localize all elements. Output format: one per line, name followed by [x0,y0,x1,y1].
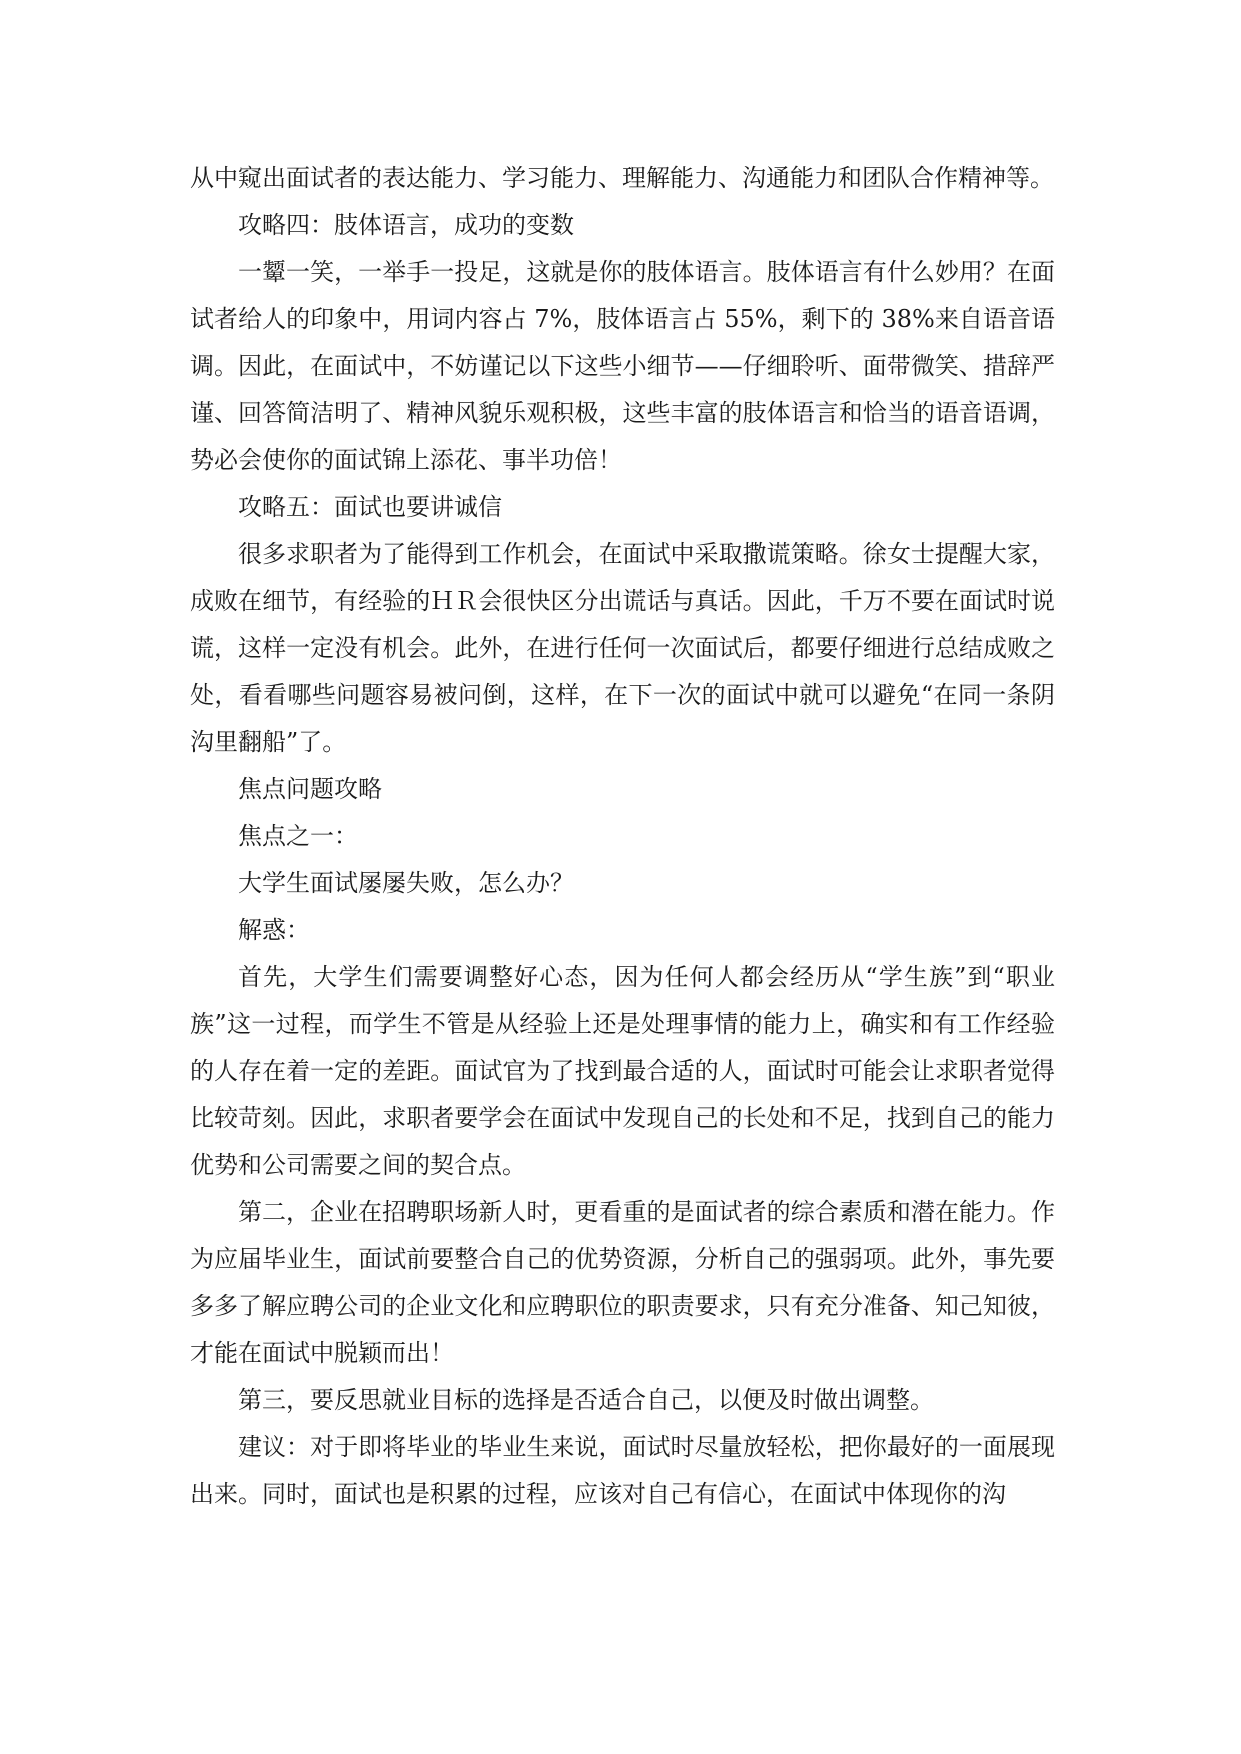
paragraph-second-point: 第二，企业在招聘职场新人时，更看重的是面试者的综合素质和潜在能力。作为应届毕业生，面试前要整合自己的优势资源，分析自己的强弱项。此外，事先要多多了解应聘公司的企业文化和应聘职位的职责要求，只有充分准备、知己知彼，才能在面试中脱颖而出！ [190,1198,1055,1367]
section-heading-focus-questions: 焦点问题攻略 [238,775,382,803]
section-heading-strategy-4: 攻略四：肢体语言，成功的变数 [238,211,574,239]
paragraph-continuation: 从中窥出面试者的表达能力、学习能力、理解能力、沟通能力和团队合作精神等。 [190,164,1054,192]
paragraph-third-point: 第三，要反思就业目标的选择是否适合自己，以便及时做出调整。 [238,1386,934,1414]
paragraph-body-language: 一颦一笑，一举手一投足，这就是你的肢体语言。肢体语言有什么妙用？在面试者给人的印象中，用词内容占 7%，肢体语言占 55%，剩下的 38%来自语音语调。因此，在面试中，不妨谨记以下这些小细节——仔细聆听、面带微笑、措辞严谨、回答简洁明了、精神风貌乐观积极，这些丰富的肢体语言和恰当的语音语调，势必会使你的面试锦上添花、事半功倍！ [190,258,1055,474]
paragraph-first-point: 首先，大学生们需要调整好心态，因为任何人都会经历从“学生族”到“职业族”这一过程，而学生不管是从经验上还是处理事情的能力上，确实和有工作经验的人存在着一定的差距。面试官为了找到最合适的人，面试时可能会让求职者觉得比较苛刻。因此，求职者要学会在面试中发现自己的长处和不足，找到自己的能力优势和公司需要之间的契合点。 [190,963,1055,1179]
paragraph-suggestion: 建议：对于即将毕业的毕业生来说，面试时尽量放轻松，把你最好的一面展现出来。同时，面试也是积累的过程，应该对自己有信心，在面试中体现你的沟 [190,1433,1055,1508]
focus-question: 大学生面试屡屡失败，怎么办？ [238,869,574,897]
paragraph-honesty: 很多求职者为了能得到工作机会，在面试中采取撒谎策略。徐女士提醒大家，成败在细节，有经验的ＨＲ会很快区分出谎话与真话。因此，千万不要在面试时说谎，这样一定没有机会。此外，在进行任何一次面试后，都要仔细进行总结成败之处，看看哪些问题容易被问倒，这样，在下一次的面试中就可以避免“在同一条阴沟里翻船”了。 [190,540,1055,756]
section-heading-strategy-5: 攻略五：面试也要讲诚信 [238,493,502,521]
focus-label-one: 焦点之一： [238,822,358,850]
answer-label: 解惑： [238,916,310,944]
document-body [190,155,1055,1518]
